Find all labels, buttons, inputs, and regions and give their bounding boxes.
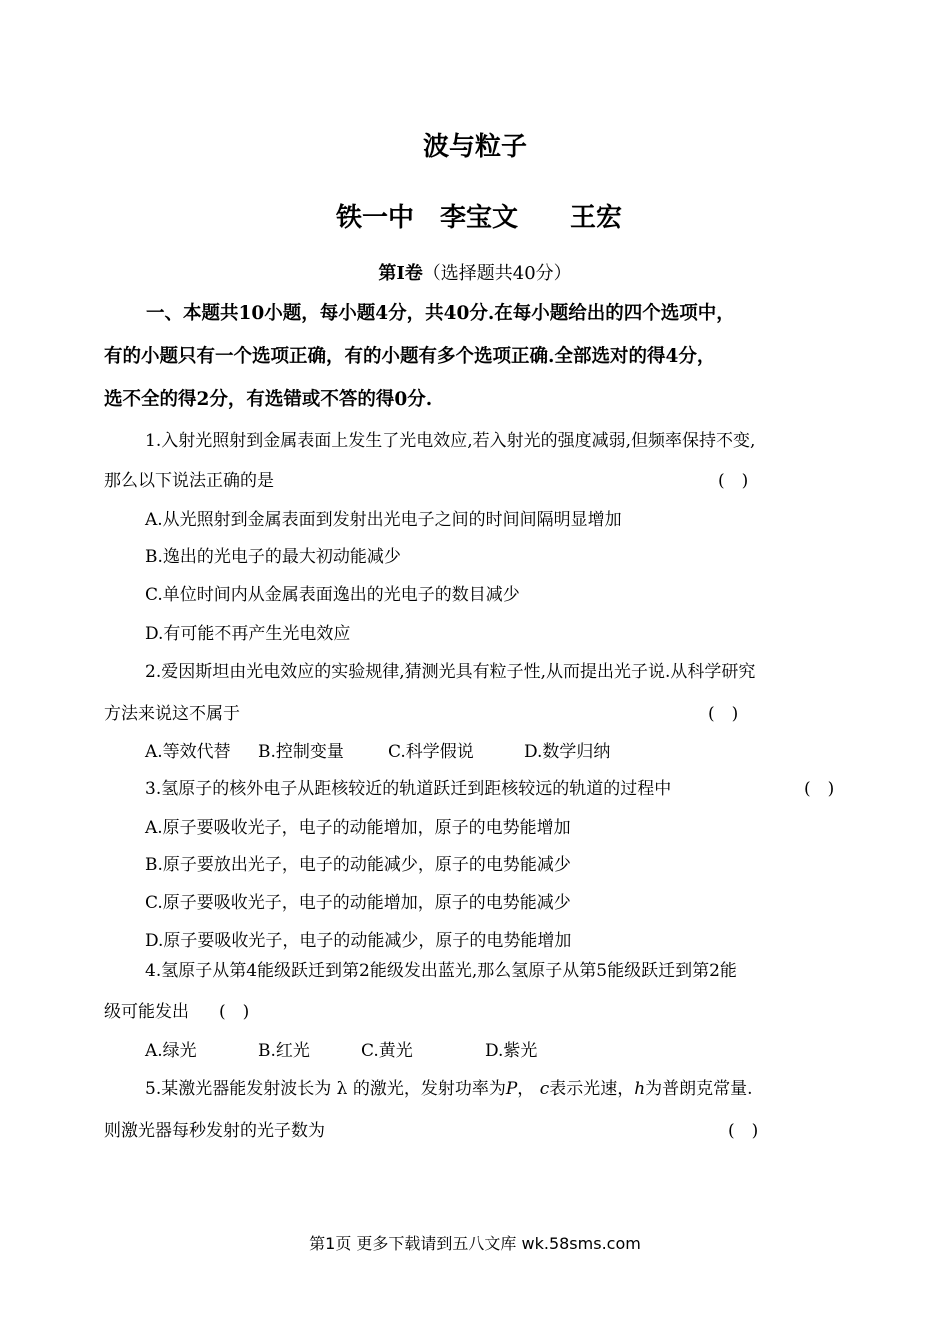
q2-option-c: C.科学假说 bbox=[388, 742, 474, 762]
q5-stem-line-1 bbox=[145, 1074, 753, 1099]
q1-option-a: A.从光照射到金属表面到发射出光电子之间的时间间隔明显增加 bbox=[145, 510, 622, 530]
page-title: 波与粒子 bbox=[422, 132, 527, 162]
q2-stem-line-2: 方法来说这不属于 bbox=[104, 704, 240, 724]
q5-var-p: P bbox=[505, 1079, 518, 1099]
q5-lambda: λ bbox=[336, 1079, 348, 1099]
q5-var-h: h bbox=[634, 1079, 646, 1099]
q2-option-a: A.等效代替 bbox=[145, 742, 231, 762]
q5-var-c: c bbox=[539, 1079, 550, 1099]
q1-stem-line-2: 那么以下说法正确的是 bbox=[104, 471, 274, 491]
section-heading bbox=[0, 259, 950, 285]
q4-option-c: C.黄光 bbox=[361, 1041, 413, 1061]
q1-stem-line-1: 1.入射光照射到金属表面上发生了光电效应,若入射光的强度减弱,但频率保持不变, bbox=[145, 431, 756, 451]
q4-option-b: B.红光 bbox=[258, 1041, 310, 1061]
q5-stem-part-5: 为普朗克常量. bbox=[645, 1079, 753, 1099]
q1-option-d: D.有可能不再产生光电效应 bbox=[145, 624, 351, 644]
instruction-line-2: 有的小题只有一个选项正确，有的小题有多个选项正确.全部选对的得4分， bbox=[104, 346, 716, 367]
q3-stem-line-1: 3.氢原子的核外电子从距核较近的轨道跃迁到距核较远的轨道的过程中 bbox=[145, 779, 672, 799]
q5-stem-part-2: 的激光，发射功率为 bbox=[352, 1079, 506, 1099]
q4-stem-line-1: 4.氢原子从第4能级跃迁到第2能级发出蓝光,那么氢原子从第5能级跃迁到第2能 bbox=[145, 961, 737, 981]
q5-stem-line-2: 则激光器每秒发射的光子数为 bbox=[104, 1121, 325, 1141]
q4-option-d: D.紫光 bbox=[485, 1041, 538, 1061]
instruction-line-1: 一、本题共10小题，每小题4分，共40分.在每小题给出的四个选项中， bbox=[146, 303, 735, 324]
authors: 铁一中 李宝文 王宏 bbox=[335, 203, 622, 233]
q5-stem-part-4: 表示光速， bbox=[549, 1079, 635, 1099]
q1-option-c: C.单位时间内从金属表面逸出的光电子的数目减少 bbox=[145, 585, 520, 605]
q3-option-d: D.原子要吸收光子，电子的动能减少，原子的电势能增加 bbox=[145, 931, 572, 951]
q4-answer-bracket: ( ) bbox=[219, 1002, 250, 1022]
q3-option-b: B.原子要放出光子，电子的动能减少，原子的电势能减少 bbox=[145, 855, 571, 875]
q5-stem-part-1: 5.某激光器能发射波长为 bbox=[145, 1079, 332, 1099]
q2-stem-line-1: 2.爱因斯坦由光电效应的实验规律,猜测光具有粒子性,从而提出光子说.从科学研究 bbox=[145, 662, 756, 682]
q4-stem-line-2: 级可能发出 bbox=[104, 1002, 189, 1022]
q3-answer-bracket: ( ) bbox=[804, 779, 835, 799]
q2-option-d: D.数学归纳 bbox=[524, 742, 611, 762]
q3-option-c: C.原子要吸收光子，电子的动能增加，原子的电势能减少 bbox=[145, 893, 571, 913]
q5-stem-part-3: ， bbox=[517, 1079, 535, 1099]
q4-option-a: A.绿光 bbox=[145, 1041, 197, 1061]
q5-answer-bracket: ( ) bbox=[728, 1121, 759, 1141]
section-heading-normal: （选择题共40分） bbox=[422, 263, 572, 284]
q2-option-b: B.控制变量 bbox=[258, 742, 344, 762]
q1-option-b: B.逸出的光电子的最大初动能减少 bbox=[145, 547, 401, 567]
page-footer: 第1页 更多下载请到五八文库 wk.58sms.com bbox=[309, 1234, 641, 1253]
q3-option-a: A.原子要吸收光子，电子的动能增加，原子的电势能增加 bbox=[145, 818, 571, 838]
instruction-line-3: 选不全的得2分，有选错或不答的得0分. bbox=[104, 389, 433, 410]
q2-answer-bracket: ( ) bbox=[708, 704, 739, 724]
section-heading-bold: 第Ⅰ卷 bbox=[378, 263, 423, 284]
q1-answer-bracket: ( ) bbox=[718, 471, 749, 491]
